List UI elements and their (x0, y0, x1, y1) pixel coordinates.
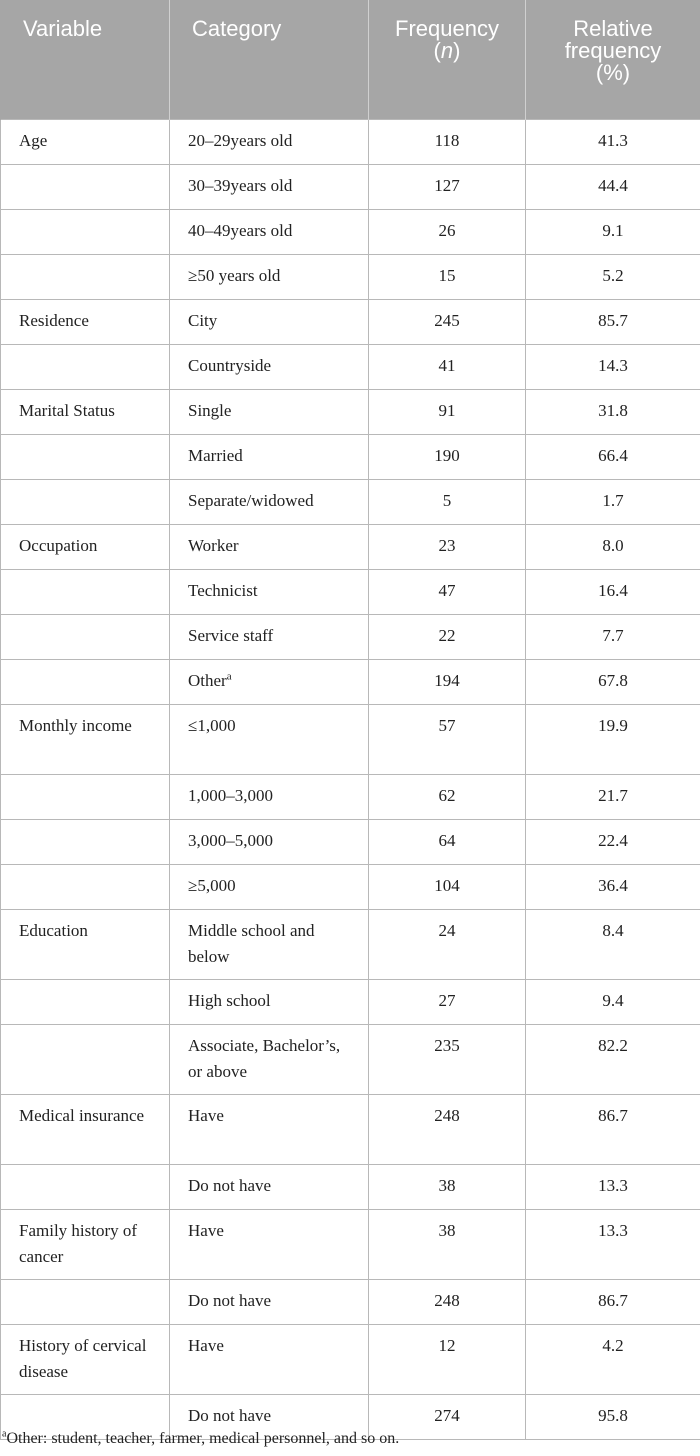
cell-category (170, 165, 369, 210)
cell-category-text: Middle school and below (188, 921, 315, 966)
cell-relative-frequency-text: 4.2 (602, 1336, 624, 1355)
cell-variable (1, 865, 170, 910)
cell-variable (1, 570, 170, 615)
cell-category-label: Other (188, 671, 227, 690)
cell-category-text: ≥50 years old (188, 266, 281, 285)
table-row (1, 210, 700, 255)
cell-category (170, 390, 369, 435)
cell-relative-frequency-text: 8.0 (602, 536, 624, 555)
cell-relative-frequency (526, 525, 700, 570)
cell-variable-text (19, 345, 159, 353)
cell-relative-frequency-text: 82.2 (598, 1036, 628, 1055)
cell-variable-text (19, 480, 159, 488)
cell-category-text: High school (188, 991, 271, 1010)
cell-variable-text: Occupation (19, 536, 98, 555)
table-row (1, 255, 700, 300)
cell-variable-text (19, 820, 159, 828)
cell-category-text: Do not have (188, 1176, 272, 1195)
cell-relative-frequency (526, 1325, 700, 1395)
cell-relative-frequency (526, 775, 700, 820)
cell-frequency-text: 24 (438, 921, 456, 940)
cell-frequency (369, 1165, 526, 1210)
cell-category (170, 1210, 369, 1280)
cell-variable-text (19, 1165, 159, 1173)
table-row (1, 820, 700, 865)
cell-relative-frequency-text: 13.3 (598, 1176, 628, 1195)
cell-variable-text: Residence (19, 311, 89, 330)
cell-relative-frequency-text: 85.7 (598, 311, 628, 330)
cell-variable (1, 910, 170, 980)
cell-frequency-text: 41 (438, 356, 456, 375)
cell-relative-frequency-text: 22.4 (598, 831, 628, 850)
cell-frequency-text: 64 (438, 831, 456, 850)
cell-frequency (369, 775, 526, 820)
cell-variable-text (19, 980, 159, 988)
cell-variable (1, 1095, 170, 1165)
cell-category (170, 345, 369, 390)
cell-relative-frequency (526, 300, 700, 345)
cell-frequency-text: 248 (434, 1291, 460, 1310)
cell-relative-frequency-text: 7.7 (602, 626, 624, 645)
cell-variable (1, 1280, 170, 1325)
cell-category-text: 20–29years old (188, 131, 293, 150)
cell-category (170, 120, 369, 165)
cell-variable-text: Monthly income (19, 716, 132, 735)
table-row (1, 775, 700, 820)
cell-frequency (369, 615, 526, 660)
cell-frequency-text: 190 (434, 446, 460, 465)
cell-frequency (369, 120, 526, 165)
cell-relative-frequency (526, 210, 700, 255)
cell-frequency-text: 235 (434, 1036, 460, 1055)
cell-category (170, 660, 369, 705)
cell-category-text: Have (188, 1106, 224, 1125)
cell-relative-frequency-text: 44.4 (598, 176, 628, 195)
cell-frequency-text: 15 (438, 266, 456, 285)
cell-relative-frequency-text: 8.4 (602, 921, 624, 940)
cell-relative-frequency (526, 1395, 700, 1440)
header-frequency-label: Frequency (395, 16, 499, 41)
table-row (1, 345, 700, 390)
cell-relative-frequency (526, 705, 700, 775)
cell-frequency (369, 345, 526, 390)
cell-relative-frequency (526, 1280, 700, 1325)
cell-category (170, 1280, 369, 1325)
cell-variable (1, 775, 170, 820)
table-row (1, 980, 700, 1025)
header-category: Category (170, 0, 369, 120)
cell-variable-text: Medical insurance (19, 1106, 145, 1125)
cell-variable (1, 255, 170, 300)
cell-relative-frequency-text: 5.2 (602, 266, 624, 285)
cell-frequency-text: 38 (438, 1176, 456, 1195)
table-row (1, 1165, 700, 1210)
footnote-text: Other: student, teacher, farmer, medical personnel, and so on. (6, 1430, 400, 1447)
cell-category (170, 255, 369, 300)
cell-frequency (369, 525, 526, 570)
cell-frequency (369, 570, 526, 615)
cell-frequency (369, 1210, 526, 1280)
cell-relative-frequency (526, 820, 700, 865)
cell-frequency (369, 1095, 526, 1165)
table-row (1, 1210, 700, 1280)
cell-frequency (369, 480, 526, 525)
cell-variable (1, 1165, 170, 1210)
cell-frequency (369, 820, 526, 865)
cell-relative-frequency (526, 1095, 700, 1165)
cell-relative-frequency-text: 86.7 (598, 1106, 628, 1125)
cell-category (170, 1325, 369, 1395)
cell-frequency-text: 127 (434, 176, 460, 195)
cell-variable-text (19, 775, 159, 783)
cell-frequency-text: 118 (434, 131, 460, 150)
cell-frequency-text: 38 (438, 1221, 456, 1240)
table-row (1, 1095, 700, 1165)
cell-relative-frequency (526, 1165, 700, 1210)
cell-category-text (188, 660, 358, 694)
cell-relative-frequency-text: 16.4 (598, 581, 628, 600)
cell-variable-text: History of cervical disease (19, 1336, 147, 1381)
table-row (1, 615, 700, 660)
cell-variable (1, 980, 170, 1025)
cell-relative-frequency (526, 435, 700, 480)
cell-category (170, 820, 369, 865)
cell-variable (1, 300, 170, 345)
cell-category (170, 210, 369, 255)
cell-frequency (369, 980, 526, 1025)
table-row (1, 910, 700, 980)
cell-category (170, 1095, 369, 1165)
cell-category-text: Associate, Bachelor’s, or above (188, 1036, 341, 1081)
cell-category (170, 1165, 369, 1210)
cell-variable (1, 210, 170, 255)
cell-relative-frequency (526, 910, 700, 980)
cell-relative-frequency-text: 66.4 (598, 446, 628, 465)
cell-variable (1, 480, 170, 525)
cell-frequency (369, 1325, 526, 1395)
cell-frequency-text: 104 (434, 876, 460, 895)
cell-variable-text (19, 435, 159, 443)
cell-category-text: ≥5,000 (188, 876, 236, 895)
cell-relative-frequency-text: 14.3 (598, 356, 628, 375)
cell-variable (1, 120, 170, 165)
cell-frequency (369, 705, 526, 775)
table-row (1, 480, 700, 525)
header-relative-label-3: (%) (595, 60, 631, 85)
cell-variable (1, 390, 170, 435)
cell-relative-frequency (526, 120, 700, 165)
cell-category-text: City (188, 311, 218, 330)
cell-relative-frequency-text: 36.4 (598, 876, 628, 895)
cell-frequency-text: 12 (438, 1336, 456, 1355)
cell-category (170, 910, 369, 980)
cell-category (170, 435, 369, 480)
cell-frequency (369, 165, 526, 210)
header-relative-frequency (526, 0, 700, 120)
cell-variable (1, 1210, 170, 1280)
table-row (1, 1280, 700, 1325)
table-footnote (2, 1430, 399, 1448)
cell-relative-frequency-text: 67.8 (598, 671, 628, 690)
cell-relative-frequency-text: 13.3 (598, 1221, 628, 1240)
footnote-reference-marker: a (226, 670, 232, 683)
cell-category (170, 865, 369, 910)
cell-category (170, 980, 369, 1025)
cell-category (170, 300, 369, 345)
footnote-marker: a (2, 1428, 7, 1440)
header-frequency-n: n (440, 38, 454, 63)
cell-variable (1, 660, 170, 705)
cell-variable-text (19, 255, 159, 263)
cell-frequency (369, 865, 526, 910)
cell-relative-frequency (526, 660, 700, 705)
cell-relative-frequency (526, 255, 700, 300)
cell-category (170, 525, 369, 570)
cell-frequency-text: 47 (438, 581, 456, 600)
table-row (1, 525, 700, 570)
cell-relative-frequency (526, 165, 700, 210)
cell-frequency (369, 1280, 526, 1325)
table-row (1, 390, 700, 435)
cell-variable (1, 345, 170, 390)
cell-frequency-text: 274 (434, 1406, 460, 1425)
table-row (1, 705, 700, 775)
cell-variable-text (19, 1395, 159, 1403)
cell-variable (1, 705, 170, 775)
cell-frequency-text: 57 (438, 716, 456, 735)
cell-frequency (369, 210, 526, 255)
cell-frequency (369, 1025, 526, 1095)
cell-variable-text (19, 210, 159, 218)
cell-category-text: 1,000–3,000 (188, 786, 273, 805)
cell-category-text: Countryside (188, 356, 272, 375)
cell-category-text: Have (188, 1221, 224, 1240)
table-row (1, 1025, 700, 1095)
cell-relative-frequency-text: 19.9 (598, 716, 628, 735)
cell-variable-text: Age (19, 131, 48, 150)
cell-relative-frequency (526, 1210, 700, 1280)
cell-relative-frequency-text: 9.1 (602, 221, 624, 240)
cell-category (170, 705, 369, 775)
cell-frequency-text: 22 (438, 626, 456, 645)
cell-category (170, 1025, 369, 1095)
cell-variable (1, 615, 170, 660)
cell-variable-text (19, 660, 159, 668)
cell-category-text: Service staff (188, 626, 274, 645)
cell-relative-frequency (526, 570, 700, 615)
cell-category-text: Worker (188, 536, 239, 555)
header-relative-label-1: Relative (573, 16, 653, 41)
cell-frequency-text: 62 (438, 786, 456, 805)
cell-relative-frequency (526, 1025, 700, 1095)
cell-frequency (369, 435, 526, 480)
cell-category-text: Married (188, 446, 243, 465)
table-header (1, 0, 700, 120)
cell-relative-frequency-text: 86.7 (598, 1291, 628, 1310)
header-frequency: Frequency (n) (369, 0, 526, 120)
cell-variable (1, 435, 170, 480)
cell-variable (1, 820, 170, 865)
cell-frequency-text: 27 (438, 991, 456, 1010)
cell-variable-text (19, 1025, 159, 1033)
table-row (1, 865, 700, 910)
cell-frequency (369, 910, 526, 980)
cell-category (170, 570, 369, 615)
cell-category-text: 40–49years old (188, 221, 293, 240)
table-body (1, 120, 700, 1440)
table-row (1, 300, 700, 345)
cell-category-text: Single (188, 401, 232, 420)
cell-relative-frequency (526, 345, 700, 390)
cell-frequency-text: 23 (438, 536, 456, 555)
cell-variable (1, 1025, 170, 1095)
cell-category-text: 30–39years old (188, 176, 293, 195)
table-row (1, 570, 700, 615)
cell-relative-frequency (526, 980, 700, 1025)
cell-variable (1, 525, 170, 570)
cell-variable (1, 165, 170, 210)
cell-variable-text: Education (19, 921, 88, 940)
cell-frequency (369, 300, 526, 345)
header-relative-label-2: frequency (564, 38, 662, 63)
cell-frequency-text: 248 (434, 1106, 460, 1125)
table-row (1, 1325, 700, 1395)
cell-category-text: Do not have (188, 1291, 272, 1310)
cell-frequency-text: 91 (438, 401, 456, 420)
table-row (1, 660, 700, 705)
cell-category-text: 3,000–5,000 (188, 831, 273, 850)
table-row (1, 165, 700, 210)
cell-category-text: Technicist (188, 581, 258, 600)
cell-relative-frequency-text: 1.7 (602, 491, 624, 510)
cell-relative-frequency-text: 21.7 (598, 786, 628, 805)
cell-variable-text (19, 865, 159, 873)
cell-frequency (369, 255, 526, 300)
cell-relative-frequency-text: 41.3 (598, 131, 628, 150)
cell-frequency-text: 194 (434, 671, 460, 690)
table-row (1, 435, 700, 480)
cell-frequency-text: 245 (434, 311, 460, 330)
cell-relative-frequency-text: 31.8 (598, 401, 628, 420)
cell-frequency (369, 660, 526, 705)
table-row (1, 120, 700, 165)
cell-variable-text (19, 615, 159, 623)
cell-frequency-text: 5 (442, 491, 452, 510)
cell-relative-frequency (526, 480, 700, 525)
header-variable: Variable (1, 0, 170, 120)
cell-variable-text: Family history of cancer (19, 1221, 138, 1266)
cell-variable (1, 1325, 170, 1395)
cell-variable-text (19, 165, 159, 173)
cell-frequency (369, 390, 526, 435)
cell-variable-text (19, 570, 159, 578)
cell-relative-frequency (526, 865, 700, 910)
cell-relative-frequency (526, 615, 700, 660)
cell-variable-text (19, 1280, 159, 1288)
cell-relative-frequency-text: 95.8 (598, 1406, 628, 1425)
cell-category-text: Separate/widowed (188, 491, 314, 510)
cell-relative-frequency-text: 9.4 (602, 991, 624, 1010)
cell-relative-frequency (526, 390, 700, 435)
cell-variable-text: Marital Status (19, 401, 115, 420)
cell-category (170, 615, 369, 660)
cell-category (170, 775, 369, 820)
cell-frequency-text: 26 (438, 221, 456, 240)
cell-category-text: ≤1,000 (188, 716, 236, 735)
cell-category-text: Do not have (188, 1406, 272, 1425)
cell-category-text: Have (188, 1336, 224, 1355)
cell-category (170, 480, 369, 525)
